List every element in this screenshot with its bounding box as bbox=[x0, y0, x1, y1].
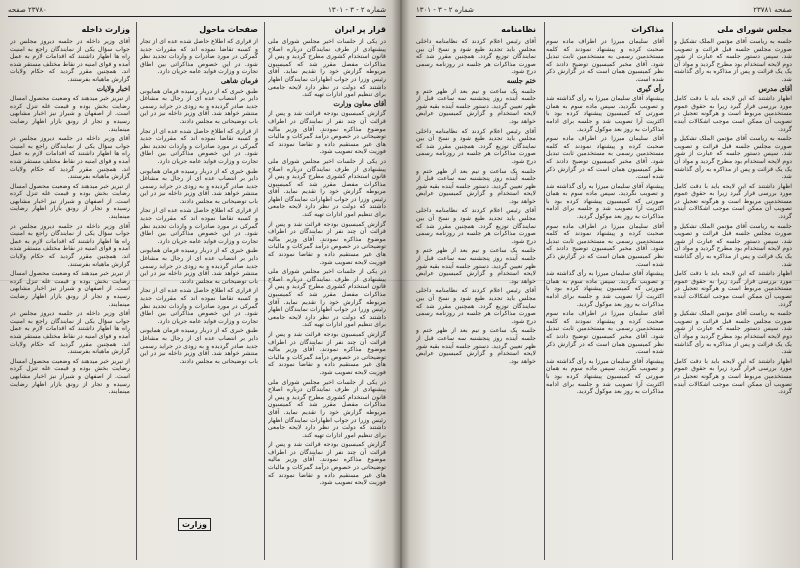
column-headline: نظامنامه bbox=[501, 25, 536, 34]
column-text: طبق خبری که از دربار رسیده فرمان همایونی دایر بر انتصاب عده ای از رجال به مشاغل جدید صادر گردیده و به زودی در جراید رسمی منتشر خواهد شد. آقای وزیر داخله نیز در این باب توضیحاتی به مجلس دادند. bbox=[140, 167, 258, 205]
column-text: از قراری که اطلاع حاصل شده عده ای از تجار و کسبه تقاضا نموده اند که مقررات جدید گمرکی در مورد صادرات و واردات تجدید نظر شود. در این خصوص مذاکراتی بین اطاق تجارت و وزارت فواید عامه جریان دارد. bbox=[140, 207, 258, 245]
column-text: از تبریز خبر میدهند که وضعیت محصول امسال رضایت بخش بوده و قیمت غله تنزل کرده است. از اصفهان و شیراز نیز اخبار مشابهی رسیده و تجار از رونق بازار اظهار رضایت مینمایند. bbox=[10, 182, 130, 221]
column-text: آقای رئیس اعلام کردند که نظامنامه داخلی مجلس باید تجدید طبع شود و نسخ آن بین نمایندگان توزیع گردد. همچنین مقرر شد که صورت مذاکرات هر جلسه در روزنامه رسمی درج شود. bbox=[416, 207, 536, 245]
column-text: آقای وزیر داخله در جلسه دیروز مجلس در جواب سؤال یکی از نمایندگان راجع به امنیت راه ها اظهار داشتند که اقدامات لازم به عمل آمده و قوای امنیه در نقاط مختلف مستقر شده اند. همچنین مقرر گردید که حکام ولایات گزارش ماهیانه بفرستند. bbox=[10, 38, 130, 83]
column-divider bbox=[136, 22, 137, 560]
left-header-right: شماره ۲ - ۳ - ۱۳۰۱ bbox=[328, 6, 386, 14]
right-column-2 bbox=[546, 22, 664, 562]
boxed-heading: وزارت bbox=[178, 518, 211, 531]
column-subhead: رأی گیری bbox=[636, 84, 664, 93]
column-subhead: اخبار ولایات bbox=[96, 84, 130, 93]
column-text: جلسه یک ساعت و نیم بعد از ظهر ختم و جلسه آینده روز پنجشنبه سه ساعت قبل از ظهر تعیین گردید. دستور جلسه آینده بقیه شور لایحه استخدام و گزارش کمیسیون عرایض خواهد بود. bbox=[416, 247, 536, 285]
column-text: جلسه یک ساعت و نیم بعد از ظهر ختم و جلسه آینده روز پنجشنبه سه ساعت قبل از ظهر تعیین گردید. دستور جلسه آینده بقیه شور لایحه استخدام و گزارش کمیسیون عرایض خواهد بود. bbox=[416, 87, 536, 125]
column-subhead: ختم جلسه bbox=[506, 76, 536, 85]
column-text: از تبریز خبر میدهند که وضعیت محصول امسال رضایت بخش بوده و قیمت غله تنزل کرده است. از اصفهان و شیراز نیز اخبار مشابهی رسیده و تجار از رونق بازار اظهار رضایت مینمایند. bbox=[10, 270, 130, 308]
column-text: از قراری که اطلاع حاصل شده عده ای از تجار و کسبه تقاضا نموده اند که مقررات جدید گمرکی در مورد صادرات و واردات تجدید نظر شود. در این خصوص مذاکراتی بین اطاق تجارت و وزارت فواید عامه جریان دارد. bbox=[140, 38, 258, 76]
column-text: آقای سلیمان میرزا در اطراف ماده سوم صحبت کرده و پیشنهاد نمودند که کلمه مستخدمین رسمی به مستخدمین ثابت تبدیل شود. آقای مخبر کمیسیون توضیح دادند که نظر کمیسیون همان است که در گزارش ذکر شده است. bbox=[546, 38, 664, 83]
left-column-1 bbox=[268, 22, 386, 562]
column-text: پیشنهاد آقای سلیمان میرزا به رأی گذاشته شد و تصویب نگردید. سپس ماده سوم به همان صورتی که کمیسیون پیشنهاد کرده بود با اکثریت آرا تصویب شد و جلسه برای ادامه مذاکرات به روز بعد موکول گردید. bbox=[546, 182, 664, 221]
column-headline: قرار پر ایران bbox=[334, 25, 386, 34]
column-subhead: فرمان شاهی bbox=[220, 76, 258, 85]
column-text: طبق خبری که از دربار رسیده فرمان همایونی دایر بر انتصاب عده ای از رجال به مشاغل جدید صادر گردیده و به زودی در جراید رسمی منتشر خواهد شد. آقای وزیر داخله نیز در این باب توضیحاتی به مجلس دادند. bbox=[140, 247, 258, 285]
column-text: آقای وزیر داخله در جلسه دیروز مجلس در جواب سؤال یکی از نمایندگان راجع به امنیت راه ها اظهار داشتند که اقدامات لازم به عمل آمده و قوای امنیه در نقاط مختلف مستقر شده اند. همچنین مقرر گردید که حکام ولایات گزارش ماهیانه بفرستند. bbox=[10, 135, 130, 181]
column-text: جلسه به ریاست آقای مؤتمن الملک تشکیل و صورت مجلس جلسه قبل قرائت و تصویب شد. سپس دستور جلسه که عبارت از شور دوم لایحه استخدام بود مطرح گردید و مواد آن یک یک قرائت و پس از مذاکره به رأی گذاشته شد. bbox=[674, 38, 792, 83]
column-text: از قراری که اطلاع حاصل شده عده ای از تجار و کسبه تقاضا نموده اند که مقررات جدید گمرکی در مورد صادرات و واردات تجدید نظر شود. در این خصوص مذاکراتی بین اطاق تجارت و وزارت فواید عامه جریان دارد. bbox=[140, 287, 258, 325]
column-text: پیشنهاد آقای سلیمان میرزا به رأی گذاشته شد و تصویب نگردید. سپس ماده سوم به همان صورتی که کمیسیون پیشنهاد کرده بود با اکثریت آرا تصویب شد و جلسه برای ادامه مذاکرات به روز بعد موکول گردید. bbox=[546, 270, 664, 308]
column-text: جلسه به ریاست آقای مؤتمن الملک تشکیل و صورت مجلس جلسه قبل قرائت و تصویب شد. سپس دستور جلسه که عبارت از شور دوم لایحه استخدام بود مطرح گردید و مواد آن یک یک قرائت و پس از مذاکره به رأی گذاشته شد. bbox=[674, 135, 792, 181]
column-text: آقای وزیر داخله در جلسه دیروز مجلس در جواب سؤال یکی از نمایندگان راجع به امنیت راه ها اظهار داشتند که اقدامات لازم به عمل آمده و قوای امنیه در نقاط مختلف مستقر شده اند. همچنین مقرر گردید که حکام ولایات گزارش ماهیانه بفرستند. bbox=[10, 222, 130, 268]
column-text: جلسه یک ساعت و نیم بعد از ظهر ختم و جلسه آینده روز پنجشنبه سه ساعت قبل از ظهر تعیین گردید. دستور جلسه آینده بقیه شور لایحه استخدام و گزارش کمیسیون عرایض خواهد بود. bbox=[416, 167, 536, 205]
column-text: گزارش کمیسیون بودجه قرائت شد و پس از قرائت آن چند نفر از نمایندگان در اطراف موضوع مذاکره نمودند. آقای وزیر مالیه توضیحاتی در خصوص درآمد گمرکات و مالیات های غیر مستقیم داده و تقاضا نمودند که فوریت لایحه تصویب شود. bbox=[268, 220, 386, 266]
column-text: در یکی از جلسات اخیر مجلس شورای ملی پیشنهادی از طرف نمایندگان درباره اصلاح قانون استخدام کشوری مطرح گردید و پس از مذاکرات مفصل مقرر شد که کمیسیون مربوطه گزارش خود را تقدیم نماید. آقای رئیس وزرا در جواب اظهارات نمایندگان اظهار داشتند که دولت در نظر دارد لایحه جامعی برای تنظیم امور ادارات تهیه کند. bbox=[268, 378, 386, 439]
column-text: از تبریز خبر میدهند که وضعیت محصول امسال رضایت بخش بوده و قیمت غله تنزل کرده است. از اصفهان و شیراز نیز اخبار مشابهی رسیده و تجار از رونق بازار اظهار رضایت مینمایند. bbox=[10, 357, 130, 396]
left-column-2 bbox=[140, 22, 258, 562]
column-text: جلسه به ریاست آقای مؤتمن الملک تشکیل و صورت مجلس جلسه قبل قرائت و تصویب شد. سپس دستور جلسه که عبارت از شور دوم لایحه استخدام بود مطرح گردید و مواد آن یک یک قرائت و پس از مذاکره به رأی گذاشته شد. bbox=[674, 310, 792, 356]
column-subhead: آقای مدرس bbox=[758, 84, 792, 93]
column-text: آقای سلیمان میرزا در اطراف ماده سوم صحبت کرده و پیشنهاد نمودند که کلمه مستخدمین رسمی به مستخدمین ثابت تبدیل شود. آقای مخبر کمیسیون توضیح دادند که نظر کمیسیون همان است که در گزارش ذکر شده است. bbox=[546, 135, 664, 181]
left-header-left: ۲۳۷۸۰ صفحه bbox=[8, 6, 47, 14]
column-headline: صفحات ماحول bbox=[199, 25, 258, 34]
column-text: پیشنهاد آقای سلیمان میرزا به رأی گذاشته شد و تصویب نگردید. سپس ماده سوم به همان صورتی که کمیسیون پیشنهاد کرده بود با اکثریت آرا تصویب شد و جلسه برای ادامه مذاکرات به روز بعد موکول گردید. bbox=[546, 95, 664, 133]
column-text: اظهار داشتند که این لایحه باید با دقت کامل مورد بررسی قرار گیرد زیرا به حقوق عموم مستخدمین مربوط است و هرگونه تعجیل در تصویب آن ممکن است موجب اشکالات آینده گردد. bbox=[674, 95, 792, 133]
column-headline: وزارت داخله bbox=[81, 25, 130, 34]
column-text: گزارش کمیسیون بودجه قرائت شد و پس از قرائت آن چند نفر از نمایندگان در اطراف موضوع مذاکره نمودند. آقای وزیر مالیه توضیحاتی در خصوص درآمد گمرکات و مالیات های غیر مستقیم داده و تقاضا نمودند که فوریت لایحه تصویب شود. bbox=[268, 441, 386, 487]
right-column-3 bbox=[416, 22, 536, 562]
column-text: در یکی از جلسات اخیر مجلس شورای ملی پیشنهادی از طرف نمایندگان درباره اصلاح قانون استخدام کشوری مطرح گردید و پس از مذاکرات مفصل مقرر شد که کمیسیون مربوطه گزارش خود را تقدیم نماید. آقای رئیس وزرا در جواب اظهارات نمایندگان اظهار داشتند که دولت در نظر دارد لایحه جامعی برای تنظیم امور ادارات تهیه کند. bbox=[268, 268, 386, 329]
column-subhead: آقای معاون وزارت bbox=[333, 99, 386, 108]
left-column-3 bbox=[10, 22, 130, 562]
column-divider bbox=[672, 22, 673, 560]
right-page-header bbox=[416, 4, 792, 17]
column-text: طبق خبری که از دربار رسیده فرمان همایونی دایر بر انتصاب عده ای از رجال به مشاغل جدید صادر گردیده و به زودی در جراید رسمی منتشر خواهد شد. آقای وزیر داخله نیز در این باب توضیحاتی به مجلس دادند. bbox=[140, 87, 258, 125]
column-text: در یکی از جلسات اخیر مجلس شورای ملی پیشنهادی از طرف نمایندگان درباره اصلاح قانون استخدام کشوری مطرح گردید و پس از مذاکرات مفصل مقرر شد که کمیسیون مربوطه گزارش خود را تقدیم نماید. آقای رئیس وزرا در جواب اظهارات نمایندگان اظهار داشتند که دولت در نظر دارد لایحه جامعی برای تنظیم امور ادارات تهیه کند. bbox=[268, 157, 386, 219]
column-text: پیشنهاد آقای سلیمان میرزا به رأی گذاشته شد و تصویب نگردید. سپس ماده سوم به همان صورتی که کمیسیون پیشنهاد کرده بود با اکثریت آرا تصویب شد و جلسه برای ادامه مذاکرات به روز بعد موکول گردید. bbox=[546, 357, 664, 396]
left-page-header bbox=[8, 4, 386, 17]
paper-fold-line bbox=[0, 280, 800, 281]
column-text: آقای رئیس اعلام کردند که نظامنامه داخلی مجلس باید تجدید طبع شود و نسخ آن بین نمایندگان توزیع گردد. همچنین مقرر شد که صورت مذاکرات هر جلسه در روزنامه رسمی درج شود. bbox=[416, 38, 536, 76]
column-text: آقای وزیر داخله در جلسه دیروز مجلس در جواب سؤال یکی از نمایندگان راجع به امنیت راه ها اظهار داشتند که اقدامات لازم به عمل آمده و قوای امنیه در نقاط مختلف مستقر شده اند. همچنین مقرر گردید که حکام ولایات گزارش ماهیانه بفرستند. bbox=[10, 310, 130, 356]
column-text: جلسه به ریاست آقای مؤتمن الملک تشکیل و صورت مجلس جلسه قبل قرائت و تصویب شد. سپس دستور جلسه که عبارت از شور دوم لایحه استخدام بود مطرح گردید و مواد آن یک یک قرائت و پس از مذاکره به رأی گذاشته شد. bbox=[674, 222, 792, 268]
column-text: از تبریز خبر میدهند که وضعیت محصول امسال رضایت بخش بوده و قیمت غله تنزل کرده است. از اصفهان و شیراز نیز اخبار مشابهی رسیده و تجار از رونق بازار اظهار رضایت مینمایند. bbox=[10, 95, 130, 133]
column-text: آقای سلیمان میرزا در اطراف ماده سوم صحبت کرده و پیشنهاد نمودند که کلمه مستخدمین رسمی به مستخدمین ثابت تبدیل شود. آقای مخبر کمیسیون توضیح دادند که نظر کمیسیون همان است که در گزارش ذکر شده است. bbox=[546, 222, 664, 268]
column-text: آقای سلیمان میرزا در اطراف ماده سوم صحبت کرده و پیشنهاد نمودند که کلمه مستخدمین رسمی به مستخدمین ثابت تبدیل شود. آقای مخبر کمیسیون توضیح دادند که نظر کمیسیون همان است که در گزارش ذکر شده است. bbox=[546, 310, 664, 356]
right-column-1 bbox=[674, 22, 792, 562]
column-text: گزارش کمیسیون بودجه قرائت شد و پس از قرائت آن چند نفر از نمایندگان در اطراف موضوع مذاکره نمودند. آقای وزیر مالیه توضیحاتی در خصوص درآمد گمرکات و مالیات های غیر مستقیم داده و تقاضا نمودند که فوریت لایحه تصویب شود. bbox=[268, 330, 386, 376]
column-text: اظهار داشتند که این لایحه باید با دقت کامل مورد بررسی قرار گیرد زیرا به حقوق عموم مستخدمین مربوط است و هرگونه تعجیل در تصویب آن ممکن است موجب اشکالات آینده گردد. bbox=[674, 270, 792, 308]
column-divider bbox=[544, 22, 545, 560]
column-text: در یکی از جلسات اخیر مجلس شورای ملی پیشنهادی از طرف نمایندگان درباره اصلاح قانون استخدام کشوری مطرح گردید و پس از مذاکرات مفصل مقرر شد که کمیسیون مربوطه گزارش خود را تقدیم نماید. آقای رئیس وزرا در جواب اظهارات نمایندگان اظهار داشتند که دولت در نظر دارد لایحه جامعی برای تنظیم امور ادارات تهیه کند. bbox=[268, 38, 386, 99]
column-headline: مذاکرات bbox=[631, 25, 664, 34]
column-text: گزارش کمیسیون بودجه قرائت شد و پس از قرائت آن چند نفر از نمایندگان در اطراف موضوع مذاکره نمودند. آقای وزیر مالیه توضیحاتی در خصوص درآمد گمرکات و مالیات های غیر مستقیم داده و تقاضا نمودند که فوریت لایحه تصویب شود. bbox=[268, 110, 386, 156]
right-header-right: صفحه ۲۳۷۸۱ bbox=[753, 6, 792, 14]
right-header-left: شماره ۲ - ۳ - ۱۳۰۱ bbox=[416, 6, 474, 14]
column-text: اظهار داشتند که این لایحه باید با دقت کامل مورد بررسی قرار گیرد زیرا به حقوق عموم مستخدمین مربوط است و هرگونه تعجیل در تصویب آن ممکن است موجب اشکالات آینده گردد. bbox=[674, 182, 792, 221]
column-text: از قراری که اطلاع حاصل شده عده ای از تجار و کسبه تقاضا نموده اند که مقررات جدید گمرکی در مورد صادرات و واردات تجدید نظر شود. در این خصوص مذاکراتی بین اطاق تجارت و وزارت فواید عامه جریان دارد. bbox=[140, 127, 258, 165]
column-text: آقای رئیس اعلام کردند که نظامنامه داخلی مجلس باید تجدید طبع شود و نسخ آن بین نمایندگان توزیع گردد. همچنین مقرر شد که صورت مذاکرات هر جلسه در روزنامه رسمی درج شود. bbox=[416, 287, 536, 325]
column-text: اظهار داشتند که این لایحه باید با دقت کامل مورد بررسی قرار گیرد زیرا به حقوق عموم مستخدمین مربوط است و هرگونه تعجیل در تصویب آن ممکن است موجب اشکالات آینده گردد. bbox=[674, 357, 792, 396]
column-text: آقای رئیس اعلام کردند که نظامنامه داخلی مجلس باید تجدید طبع شود و نسخ آن بین نمایندگان توزیع گردد. همچنین مقرر شد که صورت مذاکرات هر جلسه در روزنامه رسمی درج شود. bbox=[416, 127, 536, 165]
right-page bbox=[408, 0, 800, 568]
left-page bbox=[0, 0, 394, 568]
column-text: جلسه یک ساعت و نیم بعد از ظهر ختم و جلسه آینده روز پنجشنبه سه ساعت قبل از ظهر تعیین گردید. دستور جلسه آینده بقیه شور لایحه استخدام و گزارش کمیسیون عرایض خواهد بود. bbox=[416, 327, 536, 365]
column-text: طبق خبری که از دربار رسیده فرمان همایونی دایر بر انتصاب عده ای از رجال به مشاغل جدید صادر گردیده و به زودی در جراید رسمی منتشر خواهد شد. آقای وزیر داخله نیز در این باب توضیحاتی به مجلس دادند. bbox=[140, 327, 258, 365]
column-headline: مجلس شورای ملی bbox=[717, 25, 792, 34]
column-divider bbox=[264, 22, 265, 560]
